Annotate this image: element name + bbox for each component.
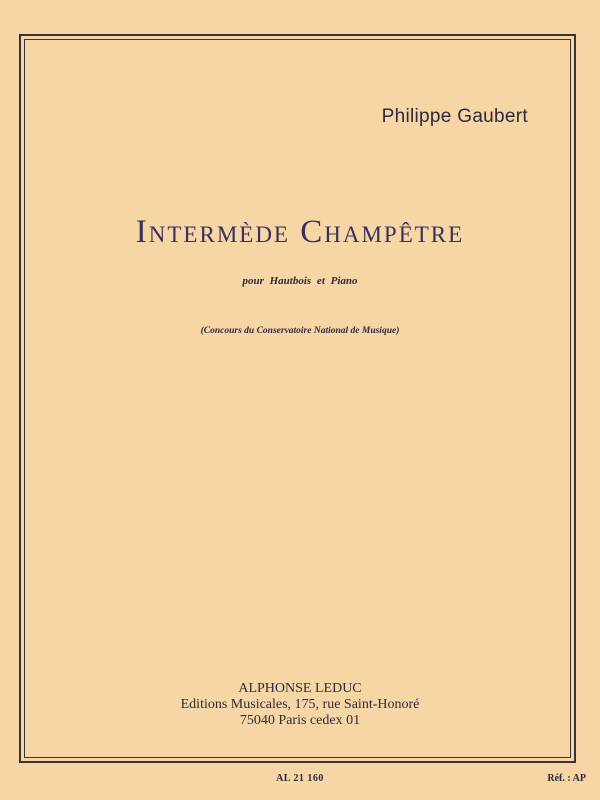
instrumentation: pour Hautbois et Piano	[242, 275, 358, 287]
publisher-address-line2: 75040 Paris cedex 01	[239, 713, 361, 728]
catalog-number: AL 21 160	[276, 773, 324, 784]
publisher-block	[0, 681, 600, 729]
publisher-address-line1: Editions Musicales, 175, rue Saint-Honoré	[180, 697, 420, 712]
piece-title: Intermède Champêtre	[135, 214, 465, 250]
reference-code: Réf. : AP	[547, 773, 586, 784]
composer-name: Philippe Gaubert	[381, 106, 528, 127]
inner-border	[24, 39, 571, 758]
competition-note: (Concours du Conservatoire National de Musique)	[200, 326, 400, 336]
publisher-name: ALPHONSE LEDUC	[238, 681, 362, 696]
